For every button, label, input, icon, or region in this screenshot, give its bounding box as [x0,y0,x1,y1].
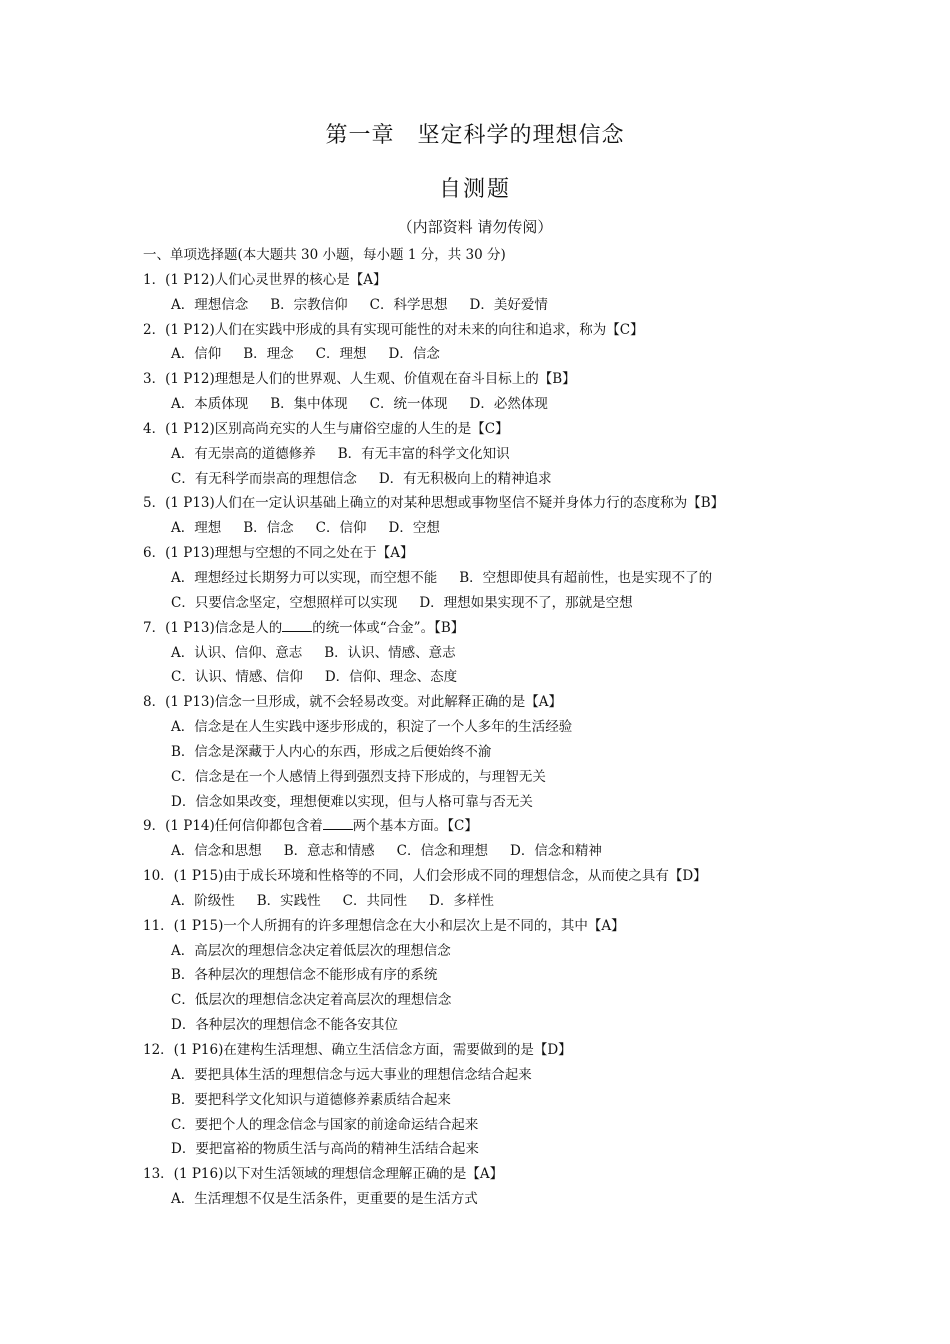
question-stem: 3．(1 P12)理想是人们的世界观、人生观、价值观在奋斗目标上的【B】 [143,371,576,388]
question-stem: 6．(1 P13)理想与空想的不同之处在于【A】 [143,545,414,562]
question-stem: 1．(1 P12)人们心灵世界的核心是【A】 [143,271,387,288]
option: B．有无丰富的科学文化知识 [337,445,510,462]
option-row [143,342,863,367]
option: C．科学思想 [369,296,448,313]
option: D．要把富裕的物质生活与高尚的精神生活结合起来 [171,1141,479,1158]
option: A．生活理想不仅是生活条件，更重要的是生活方式 [171,1191,478,1208]
option: B．实践性 [256,892,321,909]
option: C．只要信念坚定，空想照样可以实现 [171,594,398,611]
option: C．有无科学而崇高的理想信念 [171,470,357,487]
question-stem: 10．(1 P15)由于成长环境和性格等的不同，人们会形成不同的理想信念，从而使之具有【D】 [143,868,707,885]
question-stem: 4．(1 P12)区别高尚充实的人生与庸俗空虚的人生的是【C】 [143,420,509,437]
option: D．各种层次的理想信念不能各安其位 [171,1017,398,1034]
option: C．要把个人的理念信念与国家的前途命运结合起来 [171,1116,479,1133]
option-row [143,641,863,666]
option: D．理想如果实现不了，那就是空想 [419,594,633,611]
option: D．信念 [388,346,440,363]
option: D．必然体现 [469,396,548,413]
option: C．信念是在一个人感情上得到强烈支持下形成的，与理智无关 [171,768,546,785]
question-list [143,243,863,1212]
confidential-note: （内部资料 请勿传阅） [397,218,553,236]
option: A．阶级性 [171,892,235,909]
option: A．要把具体生活的理想信念与远大事业的理想信念结合起来 [171,1066,532,1083]
fill-blank [323,815,353,830]
question-stem: 11．(1 P15)一个人所拥有的许多理想信念在大小和层次上是不同的，其中【A】 [143,917,625,934]
option-row [143,516,863,541]
option-row [143,889,863,914]
option: A．理想经过长期努力可以实现，而空想不能 [171,569,438,586]
option: D．有无积极向上的精神追求 [378,470,552,487]
option: B．集中体现 [270,396,348,413]
option: B．信念是深藏于人内心的东西，形成之后便始终不渝 [171,743,492,760]
question-stem: 5．(1 P13)人们在一定认识基础上确立的对某种思想或事物坚信不疑并身体力行的态度称为【B】 [143,495,725,512]
question-stem: 2．(1 P12)人们在实践中形成的具有实现可能性的对未来的向往和追求，称为【C】 [143,321,644,338]
option-row [143,293,863,318]
option: A．信念和思想 [171,843,262,860]
option: C．低层次的理想信念决定着高层次的理想信念 [171,992,452,1009]
option-row [143,442,863,467]
option: B．空想即使具有超前性，也是实现不了的 [459,569,713,586]
chapter-title: 第一章 坚定科学的理想信念 [325,123,625,148]
stem-part: 9．(1 P14)任何信仰都包含着 [143,818,323,835]
option: A．有无崇高的道德修养 [171,445,316,462]
option-row [143,392,863,417]
option: C．信仰 [315,520,367,537]
stem-part: 7．(1 P13)信念是人的 [143,619,283,636]
question-stem: 12．(1 P16)在建构生活理想、确立生活信念方面，需要做到的是【D】 [143,1042,572,1058]
option: A．高层次的理想信念决定着低层次的理想信念 [171,942,451,959]
section-heading: 一、单项选择题(本大题共 30 小题，每小题 1 分，共 30 分) [143,247,506,263]
option: B．宗教信仰 [270,296,348,313]
option: D．空想 [388,520,440,537]
document-subtitle: 自测题 [438,177,511,202]
option: D．信念如果改变，理想便难以实现，但与人格可靠与否无关 [171,793,533,810]
option: A．认识、信仰、意志 [171,644,303,661]
option: A．信念是在人生实践中逐步形成的，积淀了一个人多年的生活经验 [171,719,573,736]
question-stem [143,616,863,641]
option-row [143,591,863,616]
option-row [143,839,863,864]
option: C．认识、情感、信仰 [171,669,303,686]
question-stem [143,814,863,839]
option: D．信念和精神 [510,843,602,860]
option: D．信仰、理念、态度 [324,669,458,686]
question-stem: 8．(1 P13)信念一旦形成，就不会轻易改变。对此解释正确的是【A】 [143,694,563,711]
stem-part: 两个基本方面。【C】 [352,818,478,835]
fill-blank [282,617,312,632]
option: D．美好爱情 [469,296,548,313]
option: A．理想信念 [171,296,249,313]
question-stem: 13．(1 P16)以下对生活领域的理想信念理解正确的是【A】 [143,1166,504,1183]
option: A．信仰 [171,346,222,363]
option: C．共同性 [342,892,408,909]
option-row [143,566,863,591]
option: B．意志和情感 [283,843,375,860]
option: B．认识、情感、意志 [324,644,456,661]
option: B．要把科学文化知识与道德修养素质结合起来 [171,1091,451,1108]
option: C．统一体现 [369,396,448,413]
option: B．各种层次的理想信念不能形成有序的系统 [171,967,438,984]
option: C．理想 [315,346,367,363]
option: C．信念和理想 [396,843,489,860]
option: A．理想 [171,520,222,537]
option: D．多样性 [429,892,494,909]
option: B．信念 [243,520,294,537]
option: A．本质体现 [171,396,249,413]
stem-part: 的统一体或“合金”。【B】 [312,619,465,636]
option: B．理念 [243,346,294,363]
option-row [143,665,863,690]
option-row [143,467,863,492]
